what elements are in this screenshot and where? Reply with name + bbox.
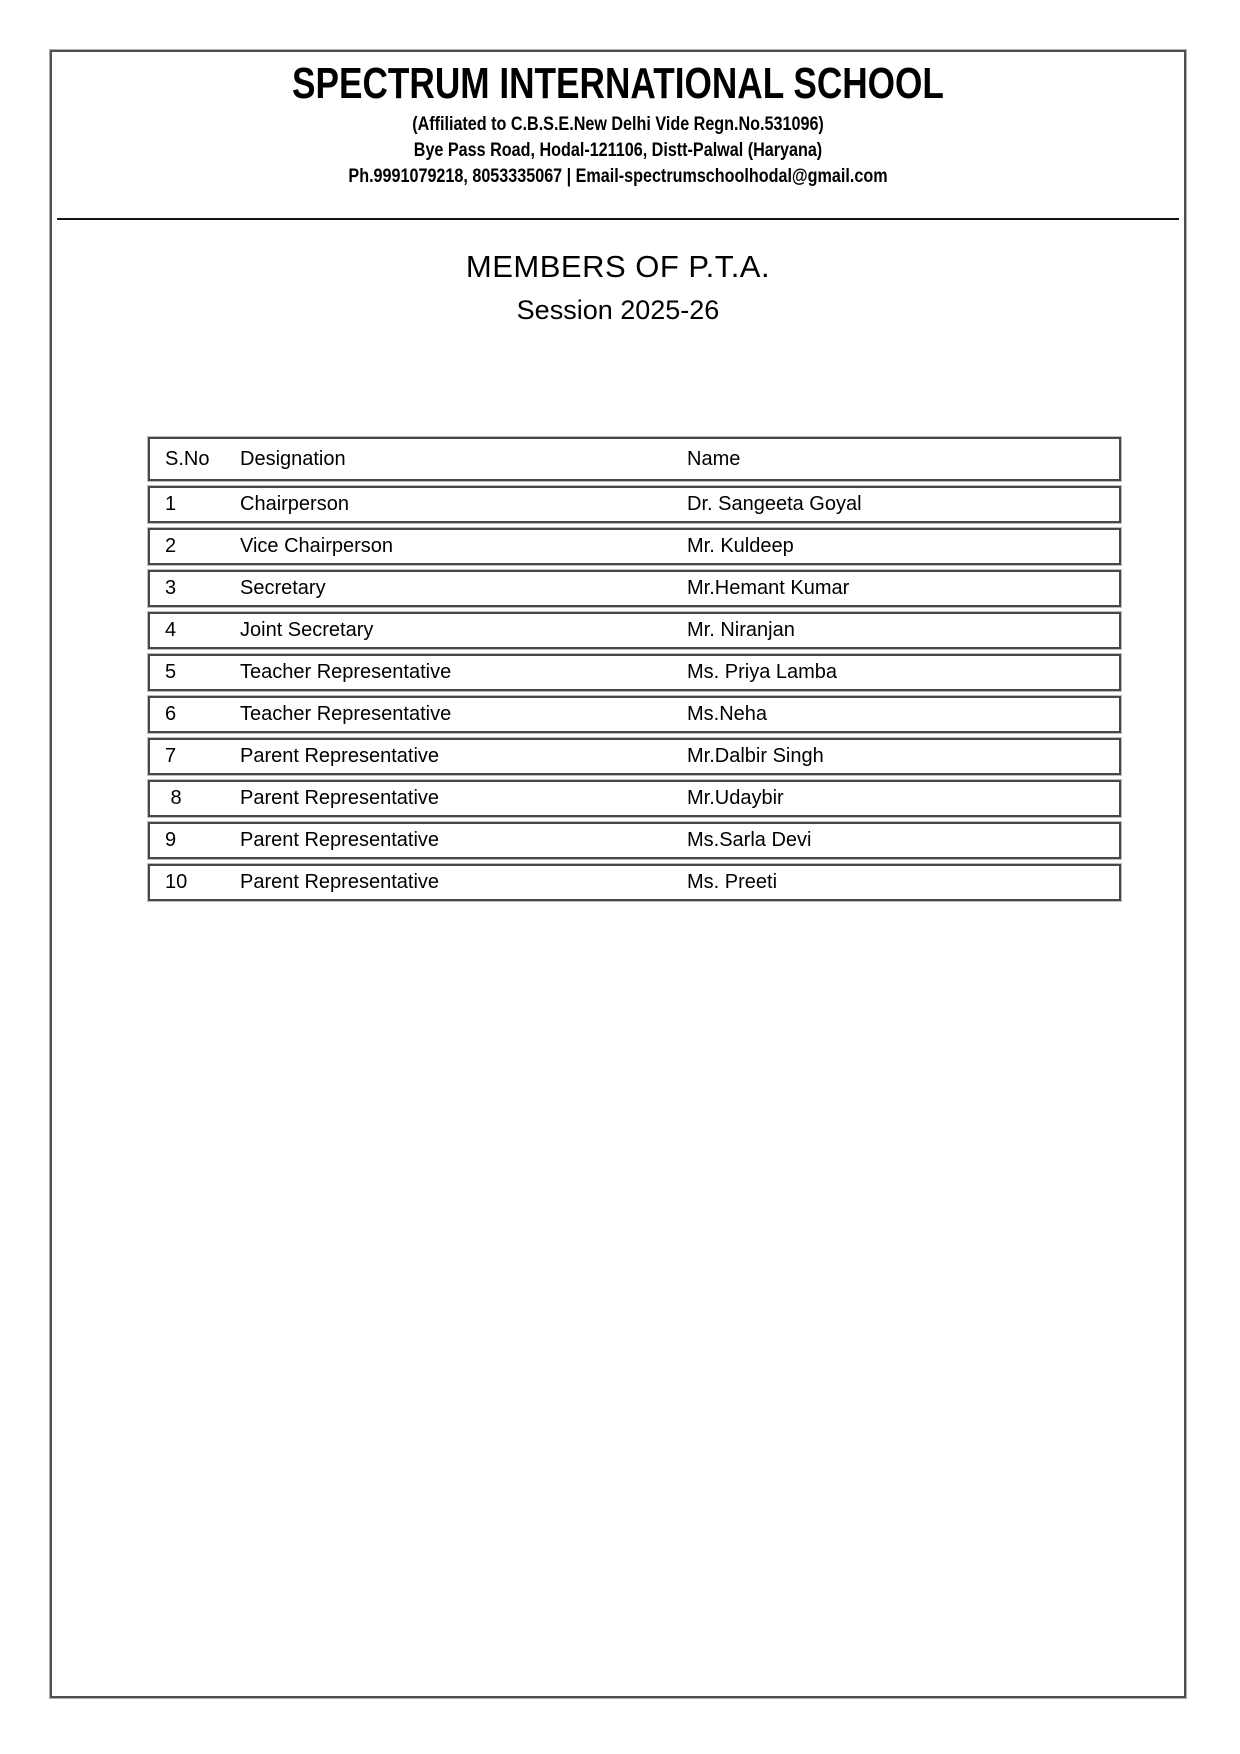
table-header-row: [148, 437, 1121, 481]
page-border-frame: [50, 50, 1186, 1698]
cell-designation: Parent Representative: [240, 871, 440, 893]
cell-sno: 10: [165, 871, 188, 893]
cell-name: Ms.Neha: [687, 703, 768, 725]
column-header-sno: S.No: [165, 447, 210, 470]
table-row: [148, 738, 1121, 775]
cell-name: Ms. Preeti: [687, 871, 778, 893]
table-row: [148, 822, 1121, 859]
cell-designation: Parent Representative: [240, 829, 440, 851]
cell-sno: 1: [165, 493, 177, 515]
cell-name: Mr. Kuldeep: [687, 535, 794, 557]
cell-designation: Parent Representative: [240, 787, 440, 809]
letterhead-divider: [57, 218, 1179, 220]
column-header-name: Name: [687, 447, 741, 470]
cell-designation: Joint Secretary: [240, 619, 374, 641]
cell-name: Ms.Sarla Devi: [687, 829, 812, 851]
school-address: Bye Pass Road, Hodal-121106, Distt-Palwal (Haryana): [413, 140, 823, 161]
cell-sno: 3: [165, 577, 177, 599]
school-contact: Ph.9991079218, 8053335067 | Email-spectrumschoolhodal@gmail.com: [348, 166, 888, 187]
table-row: [148, 864, 1121, 901]
page-subtitle: Session 2025-26: [516, 295, 720, 325]
school-details: [52, 112, 1184, 190]
cell-sno: 2: [165, 535, 177, 557]
cell-sno: 6: [165, 703, 177, 725]
pta-members-table: [148, 437, 1121, 901]
table-row: [148, 528, 1121, 565]
table-row: [148, 612, 1121, 649]
cell-designation: Parent Representative: [240, 745, 440, 767]
cell-designation: Secretary: [240, 577, 326, 599]
cell-designation: Teacher Representative: [240, 661, 452, 683]
cell-name: Mr.Hemant Kumar: [687, 577, 850, 599]
column-header-designation: Designation: [240, 447, 346, 470]
cell-designation: Vice Chairperson: [240, 535, 394, 557]
school-affiliation: (Affiliated to C.B.S.E.New Delhi Vide Regn.No.531096): [412, 114, 824, 135]
cell-sno: 4: [165, 619, 177, 641]
cell-name: Ms. Priya Lamba: [687, 661, 838, 683]
cell-sno: 9: [165, 829, 177, 851]
table-row: [148, 696, 1121, 733]
table-row: [148, 654, 1121, 691]
letterhead: [52, 52, 1184, 190]
cell-designation: Teacher Representative: [240, 703, 452, 725]
cell-sno: 5: [165, 661, 177, 683]
cell-name: Mr.Dalbir Singh: [687, 745, 824, 767]
cell-sno: 7: [165, 745, 177, 767]
table-row: [148, 570, 1121, 607]
cell-designation: Chairperson: [240, 493, 349, 515]
cell-name: Dr. Sangeeta Goyal: [687, 493, 862, 515]
cell-sno: 8: [165, 787, 182, 809]
table-body: [148, 486, 1121, 901]
cell-name: Mr. Niranjan: [687, 619, 795, 641]
school-name: SPECTRUM INTERNATIONAL SCHOOL: [292, 59, 944, 108]
page-title: MEMBERS OF P.T.A.: [465, 249, 771, 284]
cell-name: Mr.Udaybir: [687, 787, 784, 809]
table-row: [148, 780, 1121, 817]
table-row: [148, 486, 1121, 523]
